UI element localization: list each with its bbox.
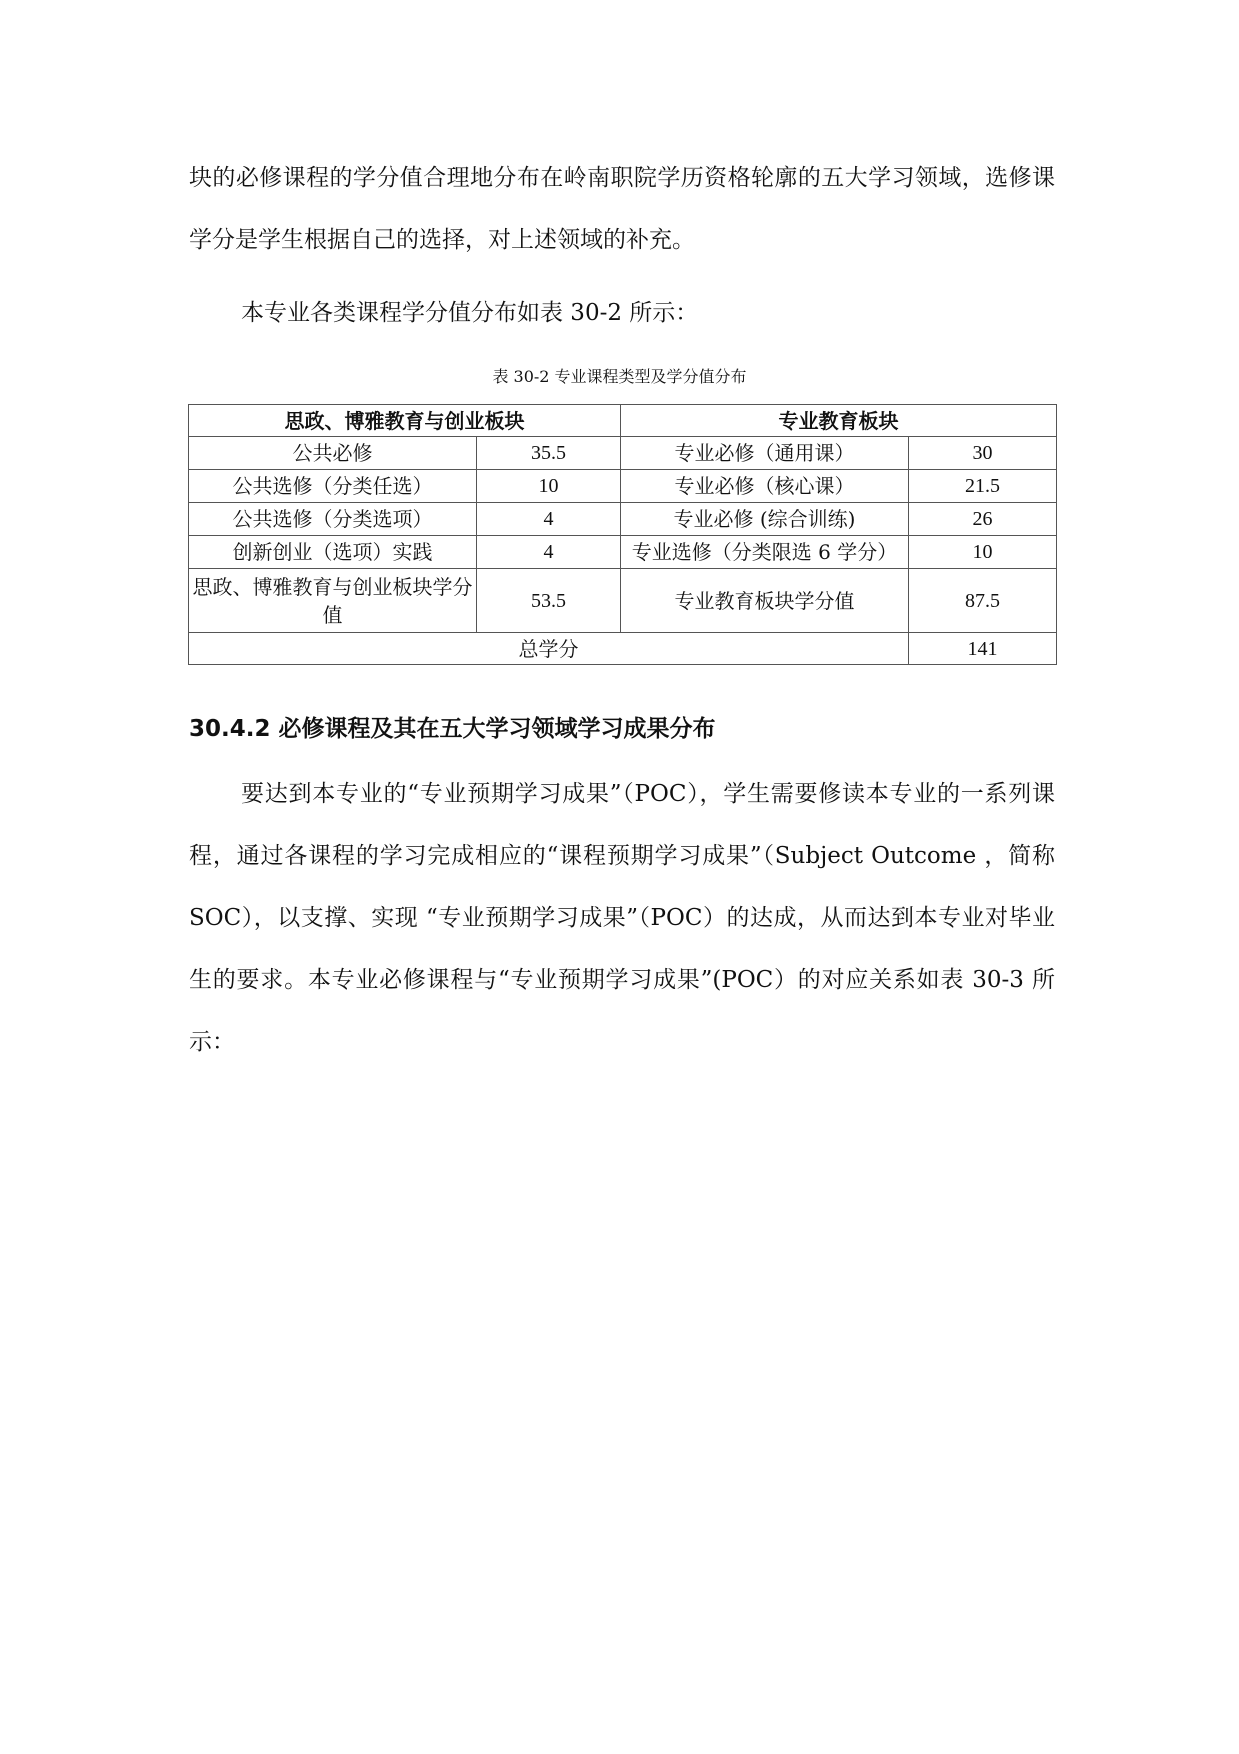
- intro-paragraph: 块的必修课程的学分值合理地分布在岭南职院学历资格轮廓的五大学习领域，选修课学分是学生根据自己的选择，对上述领域的补充。: [189, 165, 1055, 253]
- left-credits: 10: [477, 470, 621, 503]
- right-category: 专业必修（核心课）: [621, 470, 909, 503]
- total-credits-label: 总学分: [189, 633, 909, 665]
- left-subtotal-label: 思政、博雅教育与创业板块学分值: [189, 569, 477, 633]
- right-credits: 30: [909, 437, 1057, 470]
- right-subtotal-label: 专业教育板块学分值: [621, 569, 909, 633]
- right-credits: 10: [909, 536, 1057, 569]
- header-general-education: 思政、博雅教育与创业板块: [189, 405, 621, 437]
- table-caption: 表 30-2 专业课程类型及学分值分布: [492, 367, 747, 386]
- credit-distribution-table: [188, 404, 1057, 665]
- left-credits: 4: [477, 536, 621, 569]
- right-category: 专业必修 (综合训练): [621, 503, 909, 536]
- left-subtotal-credits: 53.5: [477, 569, 621, 633]
- table-row: [189, 503, 1057, 536]
- section-heading: 30.4.2 必修课程及其在五大学习领域学习成果分布: [189, 716, 716, 742]
- left-category: 公共选修（分类任选）: [189, 470, 477, 503]
- left-category: 公共选修（分类选项）: [189, 503, 477, 536]
- right-category: 专业必修（通用课）: [621, 437, 909, 470]
- right-category: 专业选修（分类限选 6 学分）: [621, 536, 909, 569]
- left-category: 公共必修: [189, 437, 477, 470]
- table-row: [189, 569, 1057, 633]
- table-row: [189, 470, 1057, 503]
- table-header-row: [189, 405, 1057, 437]
- left-credits: 4: [477, 503, 621, 536]
- table-total-row: [189, 633, 1057, 665]
- table-row: [189, 536, 1057, 569]
- header-professional-education: 专业教育板块: [621, 405, 1057, 437]
- table-row: [189, 437, 1057, 470]
- left-category: 创新创业（选项）实践: [189, 536, 477, 569]
- section-paragraph: 要达到本专业的“专业预期学习成果”（POC），学生需要修读本专业的一系列课程，通过各课程的学习完成相应的“课程预期学习成果”（Subject Outcome ，简称 SOC），以支撑、实现 “专业预期学习成果”（POC）的达成，从而达到本专业对毕业生的要求。本专业必修课程与“专业预期学习成果”(POC）的对应关系如表 30-3 所示：: [189, 781, 1055, 1055]
- left-credits: 35.5: [477, 437, 621, 470]
- right-subtotal-credits: 87.5: [909, 569, 1057, 633]
- right-credits: 26: [909, 503, 1057, 536]
- right-credits: 21.5: [909, 470, 1057, 503]
- total-credits-value: 141: [909, 633, 1057, 665]
- table-intro-sentence: 本专业各类课程学分值分布如表 30-2 所示：: [241, 300, 699, 326]
